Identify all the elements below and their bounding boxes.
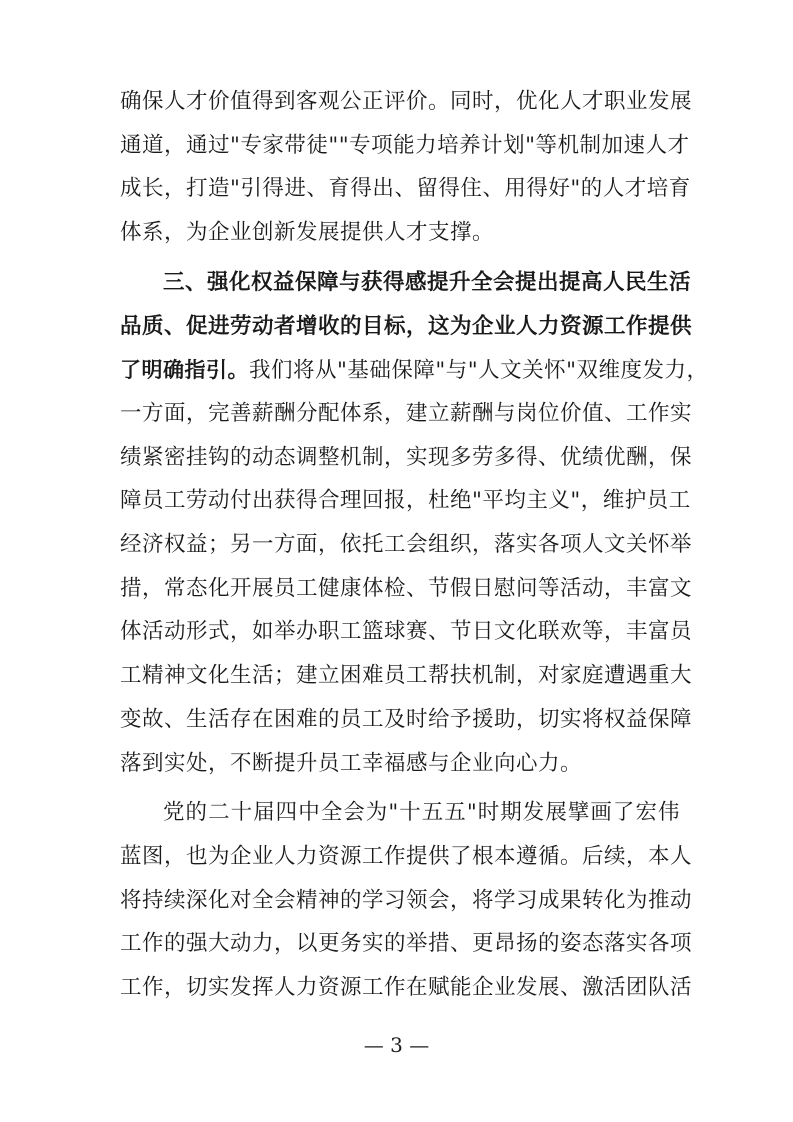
body-text-line: 工作的强大动力，以更务实的举措、更昂扬的姿态落实各项 — [120, 931, 693, 956]
body-text-line: 绩紧密挂钩的动态调整机制，实现多劳多得、优绩优酬，保 — [120, 445, 693, 470]
body-text-line: 成长，打造"引得进、育得出、留得住、用得好"的人才培育 — [120, 176, 691, 201]
page-number: — 3 — — [363, 1033, 430, 1057]
section-heading: 品质、促进劳动者增收的目标，这为企业人力资源工作提供 — [120, 314, 693, 339]
body-text-line: 将持续深化对全会精神的学习领会，将学习成果转化为推动 — [120, 888, 693, 913]
body-text-line: 体活动形式，如举办职工篮球赛、节日文化联欢等，丰富员 — [120, 619, 693, 644]
body-text-line: 障员工劳动付出获得合理回报，杜绝"平均主义"，维护员工 — [120, 488, 691, 513]
body-text-line: 工精神文化生活；建立困难员工帮扶机制，对家庭遭遇重大 — [120, 663, 693, 688]
body-text-line: 党的二十届四中全会为"十五五"时期发展擘画了宏伟 — [163, 800, 680, 825]
body-text-line: 落到实处，不断提升员工幸福感与企业向心力。 — [120, 751, 583, 776]
body-text-line: 一方面，完善薪酬分配体系，建立薪酬与岗位价值、工作实 — [120, 401, 693, 426]
body-text-line: 工作，切实发挥人力资源工作在赋能企业发展、激活团队活 — [120, 975, 693, 1000]
body-text-line: 确保人才价值得到客观公正评价。同时，优化人才职业发展 — [120, 89, 693, 114]
section-heading-end: 了明确指引。 — [120, 358, 249, 382]
section-heading: 三、强化权益保障与获得感提升全会提出提高人民生活 — [163, 270, 692, 295]
body-text-line: 通道，通过"专家带徒""专项能力培养计划"等机制加速人才 — [120, 133, 690, 158]
section-heading-mixed-line — [120, 350, 709, 390]
body-text-line: 变故、生活存在困难的员工及时给予援助，切实将权益保障 — [120, 707, 693, 732]
body-text-inline: 我们将从"基础保障"与"人文关怀"双维度发力， — [249, 358, 709, 383]
body-text-line: 体系，为企业创新发展提供人才支撑。 — [120, 220, 495, 245]
body-text-line: 措，常态化开展员工健康体检、节假日慰问等活动，丰富文 — [120, 576, 693, 601]
body-text-line: 经济权益；另一方面，依托工会组织，落实各项人文关怀举 — [120, 532, 693, 557]
body-text-line: 蓝图，也为企业人力资源工作提供了根本遵循。后续，本人 — [120, 844, 693, 869]
